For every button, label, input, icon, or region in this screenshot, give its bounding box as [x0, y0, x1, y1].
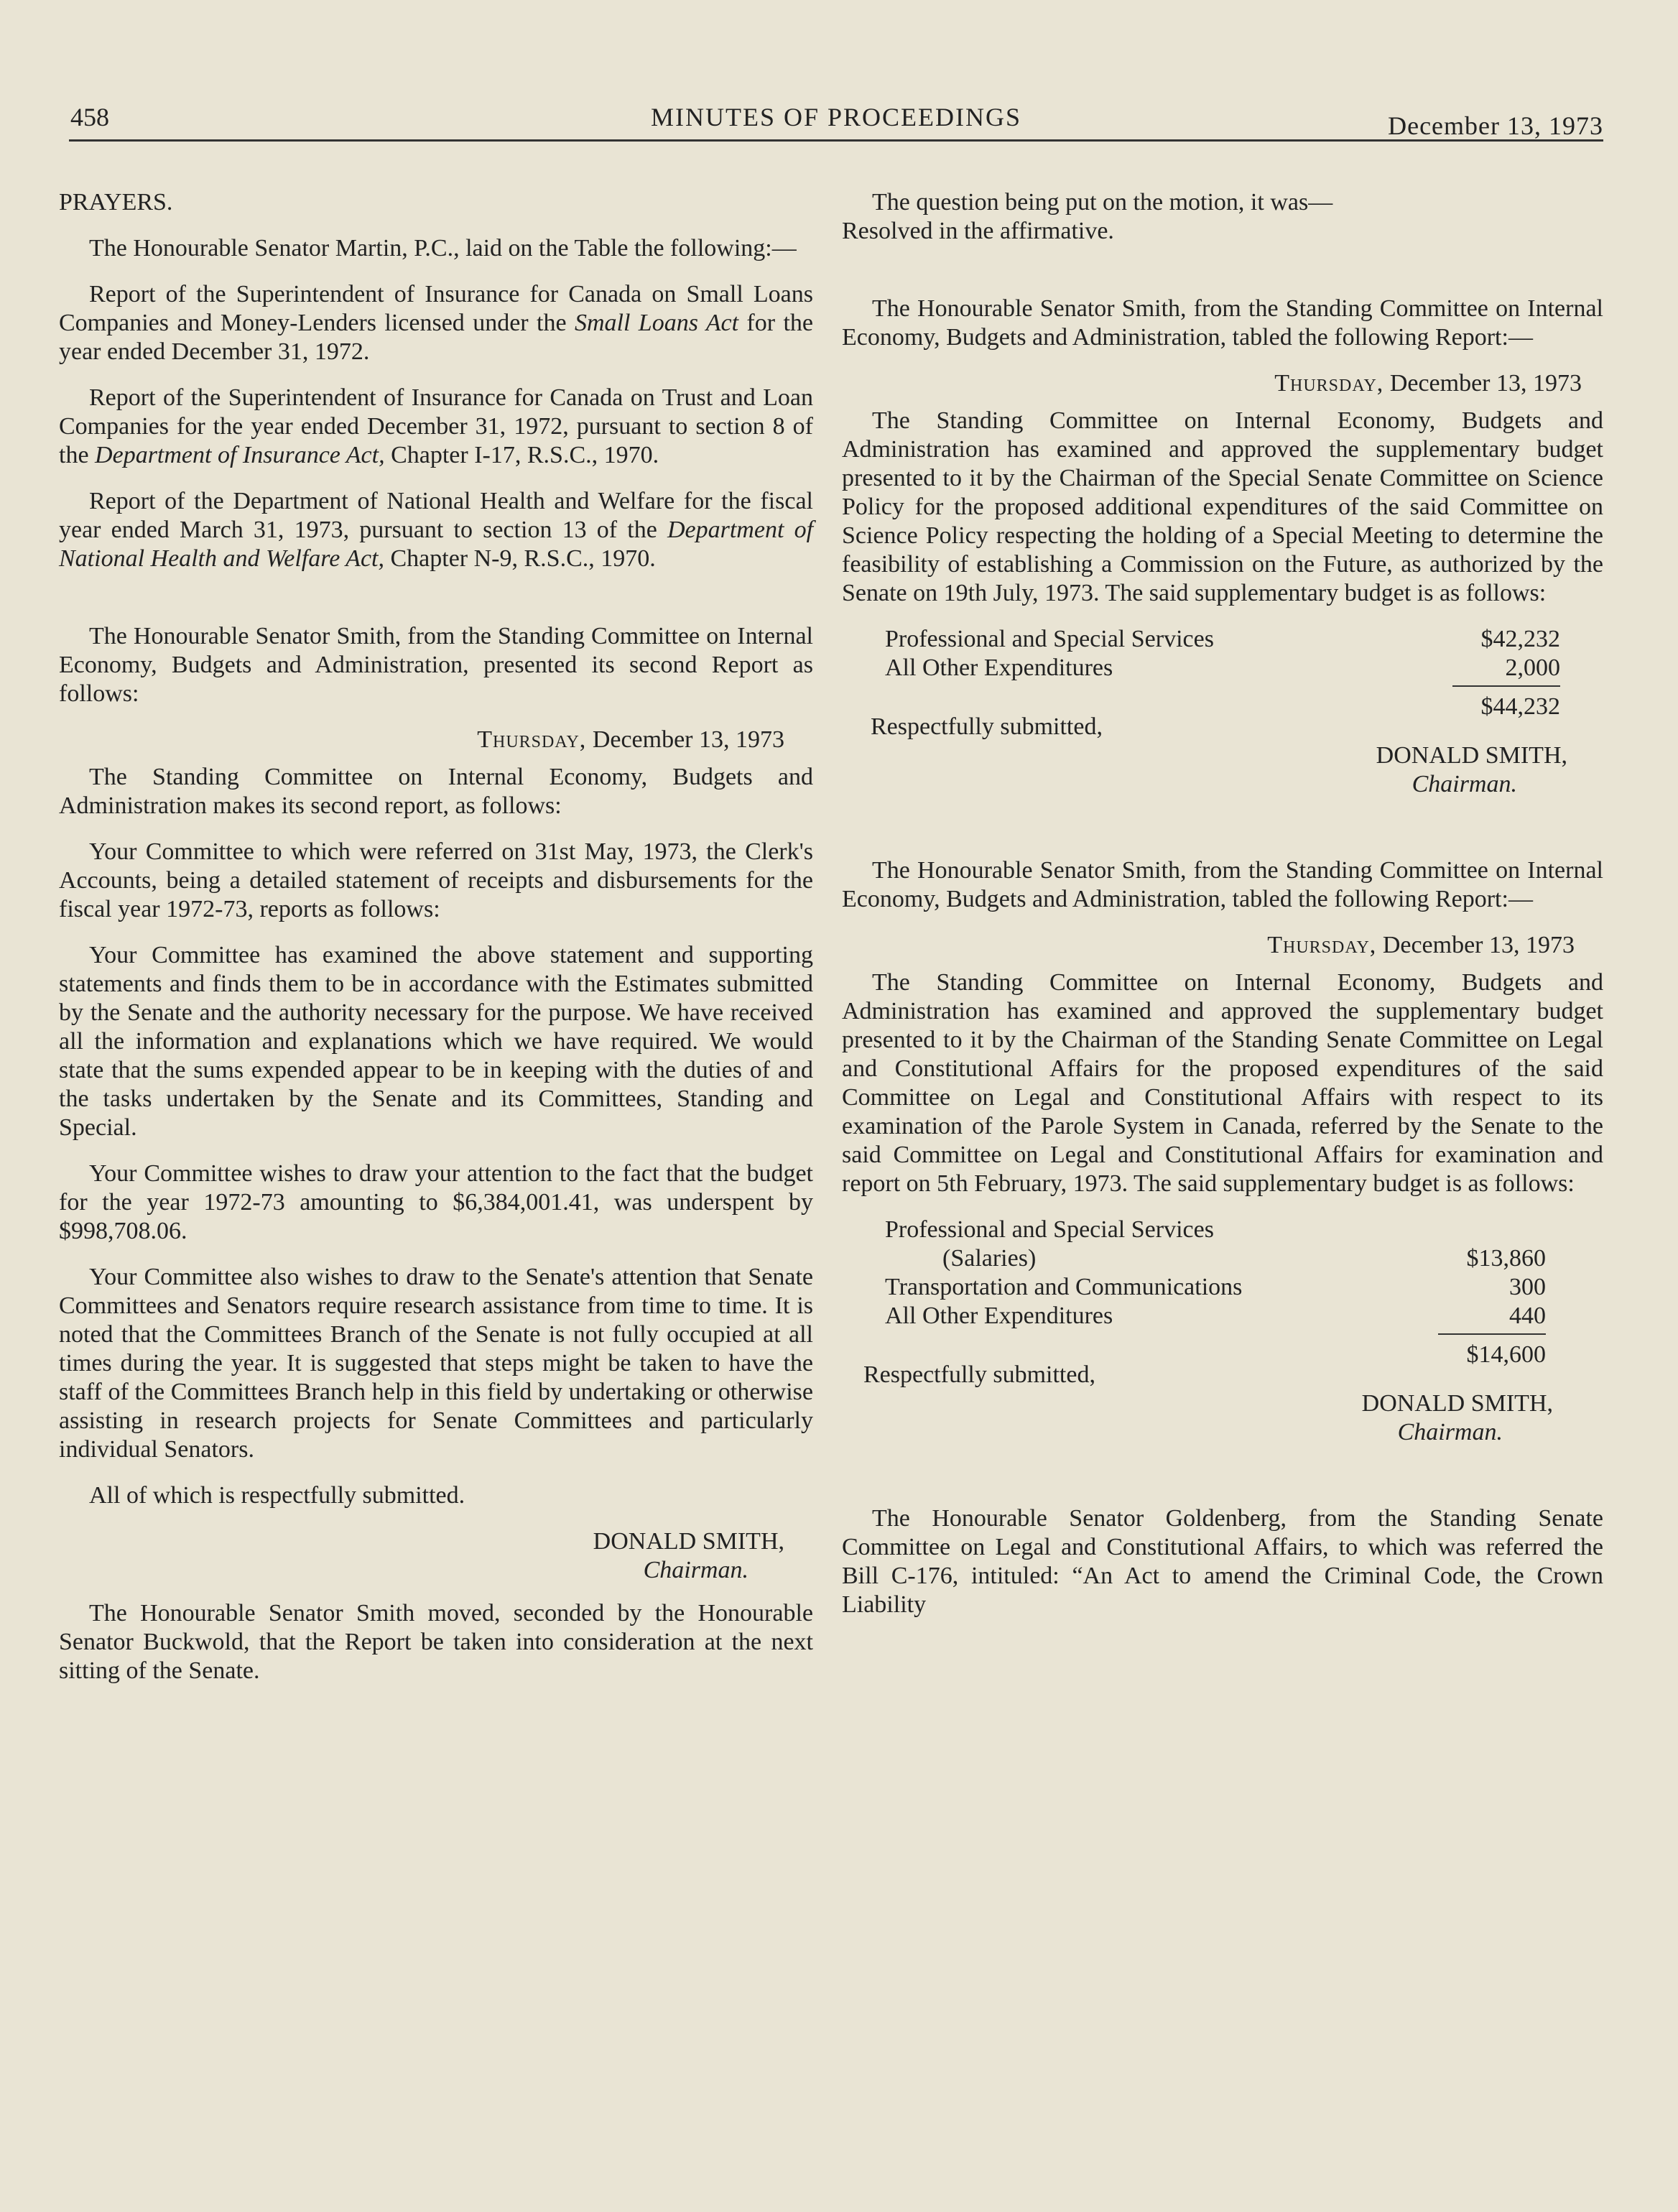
paragraph: The Standing Committee on Internal Economy, Budgets and Administration makes its second report, as follows:	[59, 764, 813, 819]
dateline: Thursday, December 13, 1973	[1274, 370, 1582, 397]
paragraph: All of which is respectfully submitted.	[89, 1482, 465, 1509]
dateline: Thursday, December 13, 1973	[477, 726, 784, 753]
budget-table	[885, 625, 1560, 721]
header-date: December 13, 1973	[1388, 111, 1603, 140]
budget-row: Transportation and Communications 300	[885, 1274, 1546, 1300]
paragraph: Your Committee has examined the above statement and supporting statements and finds them to be in accordance with the Estimates submitted by the Senate and the authority necessary for the purpose. We have received all the information and explanations which we have required. We would state that the sums expended appear to be in keeping with the duties of and the tasks undertaken by the Senate and its Committees, Standing and Special.	[59, 942, 813, 1141]
budget-row: (Salaries) $13,860	[942, 1245, 1546, 1272]
prayers-heading: PRAYERS.	[59, 189, 173, 216]
paragraph: The Honourable Senator Smith, from the Standing Committee on Internal Economy, Budgets and Administration, presented its second Report as follows:	[59, 623, 813, 707]
signature-name: DONALD SMITH,	[1361, 1390, 1553, 1417]
signature-title: Chairman.	[1397, 1419, 1503, 1445]
signature-title: Chairman.	[643, 1557, 748, 1583]
budget-row: Professional and Special Services	[885, 1216, 1214, 1243]
respectfully-submitted: Respectfully submitted,	[863, 1361, 1095, 1388]
paragraph: Report of the Department of National Health and Welfare for the fiscal year ended March 31, 1973, pursuant to section 13 of the Department of National Health and Welfare Act, Chapter N-9, R.S.C., 1970.	[59, 488, 814, 572]
signature-title: Chairman.	[1412, 771, 1517, 797]
respectfully-submitted: Respectfully submitted,	[871, 713, 1103, 740]
signature-name: DONALD SMITH,	[1376, 742, 1567, 769]
page-header	[69, 99, 1603, 142]
paragraph: Your Committee wishes to draw your attention to the fact that the budget for the year 1972-73 amounting to $6,384,001.41, was underspent by $998,708.06.	[59, 1160, 813, 1244]
paragraph: The Honourable Senator Smith, from the Standing Committee on Internal Economy, Budgets and Administration, tabled the following Report:—	[842, 857, 1603, 912]
budget-row: All Other Expenditures 2,000	[885, 654, 1560, 681]
paragraph: The Honourable Senator Martin, P.C., laid on the Table the following:—	[89, 235, 797, 262]
paragraph: The Honourable Senator Goldenberg, from the Standing Senate Committee on Legal and Constitutional Affairs, to which was referred the Bill C-176, intituled: “An Act to amend the Criminal Code, the Crown Liability	[842, 1505, 1603, 1618]
budget-table	[885, 1216, 1546, 1369]
paragraph: Resolved in the affirmative.	[842, 218, 1114, 244]
left-column	[59, 188, 813, 1703]
paragraph: The Standing Committee on Internal Economy, Budgets and Administration has examined and approved the supplementary budget presented to it by the Chairman of the Standing Senate Committee on Legal and Constitutional Affairs for the proposed expenditures of the said Committee on Legal and Constitutional Affairs with respect to its examination of the Parole System in Canada, referred by the Senate to the said Committee on Legal and Constitutional Affairs for examination and report on 5th February, 1973. The said supplementary budget is as follows:	[842, 969, 1603, 1197]
paragraph: The Honourable Senator Smith, from the Standing Committee on Internal Economy, Budgets and Administration, tabled the following Report:—	[842, 295, 1603, 351]
paragraph: The Standing Committee on Internal Economy, Budgets and Administration has examined and approved the supplementary budget presented to it by the Chairman of the Special Senate Committee on Science Policy for the proposed additional expenditures of the said Committee on Science Policy respecting the holding of a Special Meeting to determine the feasibility of establishing a Commission on the Future, as authorized by the Senate on 19th July, 1973. The said supplementary budget is as follows:	[842, 407, 1603, 606]
budget-row: All Other Expenditures 440	[885, 1302, 1546, 1329]
paragraph: The question being put on the motion, it was—	[872, 189, 1333, 216]
running-title: MINUTES OF PROCEEDINGS	[650, 103, 1022, 131]
right-column	[842, 188, 1603, 1637]
paragraph: Your Committee also wishes to draw to the Senate's attention that Senate Committees and Senators require research assistance from time to time. It is noted that the Committees Branch of the Senate is not fully occupied at all times during the year. It is suggested that steps might be taken to have the staff of the Committees Branch help in this field by undertaking or otherwise assisting in research projects for Senate Committees and particularly individual Senators.	[59, 1264, 813, 1463]
paragraph: Your Committee to which were referred on 31st May, 1973, the Clerk's Accounts, being a detailed statement of receipts and disbursements for the fiscal year 1972-73, reports as follows:	[59, 838, 813, 922]
page-number: 458	[70, 103, 109, 131]
budget-total: $14,600	[885, 1331, 1546, 1369]
budget-row: Professional and Special Services $42,232	[885, 626, 1560, 652]
paragraph: Report of the Superintendent of Insurance for Canada on Small Loans Companies and Money-Lenders licensed under the Small Loans Act for the year ended December 31, 1972.	[59, 281, 814, 365]
budget-total: $44,232	[885, 682, 1560, 721]
signature-name: DONALD SMITH,	[593, 1528, 784, 1555]
paragraph: The Honourable Senator Smith moved, seconded by the Honourable Senator Buckwold, that the Report be taken into consideration at the next sitting of the Senate.	[59, 1600, 813, 1684]
paragraph: Report of the Superintendent of Insurance for Canada on Trust and Loan Companies for the year ended December 31, 1972, pursuant to section 8 of the Department of Insurance Act, Chapter I-17, R.S.C., 1970.	[59, 384, 813, 468]
dateline: Thursday, December 13, 1973	[1267, 932, 1575, 958]
